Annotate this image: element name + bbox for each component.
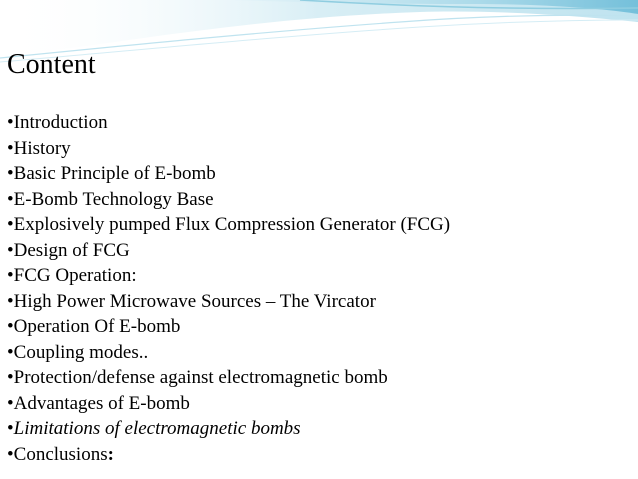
bullet-icon: • <box>7 392 14 414</box>
content-list-item <box>7 314 450 340</box>
content-list-item-text: Basic Principle of E-bomb <box>13 163 216 184</box>
bullet-icon: • <box>7 137 14 159</box>
content-list-item-text: Explosively pumped Flux Compression Generator (FCG) <box>13 214 451 235</box>
content-list-item <box>7 161 450 187</box>
bullet-icon: • <box>7 188 14 210</box>
content-list-item-text: Limitations of electromagnetic bombs <box>13 418 301 439</box>
content-list-item-text: History <box>13 137 71 159</box>
content-list-item <box>7 263 450 289</box>
bullet-icon: • <box>7 163 14 184</box>
bullet-icon: • <box>7 443 14 465</box>
content-list-item-text: Conclusions <box>13 443 108 465</box>
content-bullet-list <box>7 110 450 467</box>
content-list-item-text: Protection/defense against electromagnetic bomb <box>13 367 388 388</box>
content-list-item-text: E-Bomb Technology Base <box>13 188 214 210</box>
bullet-icon: • <box>7 112 14 133</box>
content-list-item <box>7 136 450 162</box>
bullet-icon: • <box>7 316 14 337</box>
content-list-item <box>7 340 450 366</box>
content-list-item <box>7 187 450 213</box>
content-list-item <box>7 391 450 417</box>
content-list-item <box>7 212 450 238</box>
content-list-item <box>7 365 450 391</box>
bullet-icon: • <box>7 418 14 439</box>
content-list-item-text: Coupling modes.. <box>13 341 149 363</box>
content-list-item-text: Advantages of E-bomb <box>13 392 190 414</box>
bullet-icon: • <box>7 341 14 363</box>
content-list-item <box>7 416 450 442</box>
content-list-item-text: Introduction <box>13 112 108 133</box>
content-list-item-suffix: : <box>107 443 114 465</box>
bullet-icon: • <box>7 239 14 261</box>
bullet-icon: • <box>7 214 14 235</box>
content-list-item <box>7 442 450 468</box>
bullet-icon: • <box>7 367 14 388</box>
content-list-item-text: FCG Operation: <box>13 265 137 286</box>
bullet-icon: • <box>7 290 14 312</box>
content-list-item-text: High Power Microwave Sources – The Vircator <box>13 290 376 312</box>
content-list-item-text: Design of FCG <box>13 239 130 261</box>
content-list-item <box>7 110 450 136</box>
slide-title: Content <box>7 49 96 80</box>
bullet-icon: • <box>7 265 14 286</box>
content-list-item <box>7 289 450 315</box>
content-list-item <box>7 238 450 264</box>
content-list-item-text: Operation Of E-bomb <box>13 316 181 337</box>
